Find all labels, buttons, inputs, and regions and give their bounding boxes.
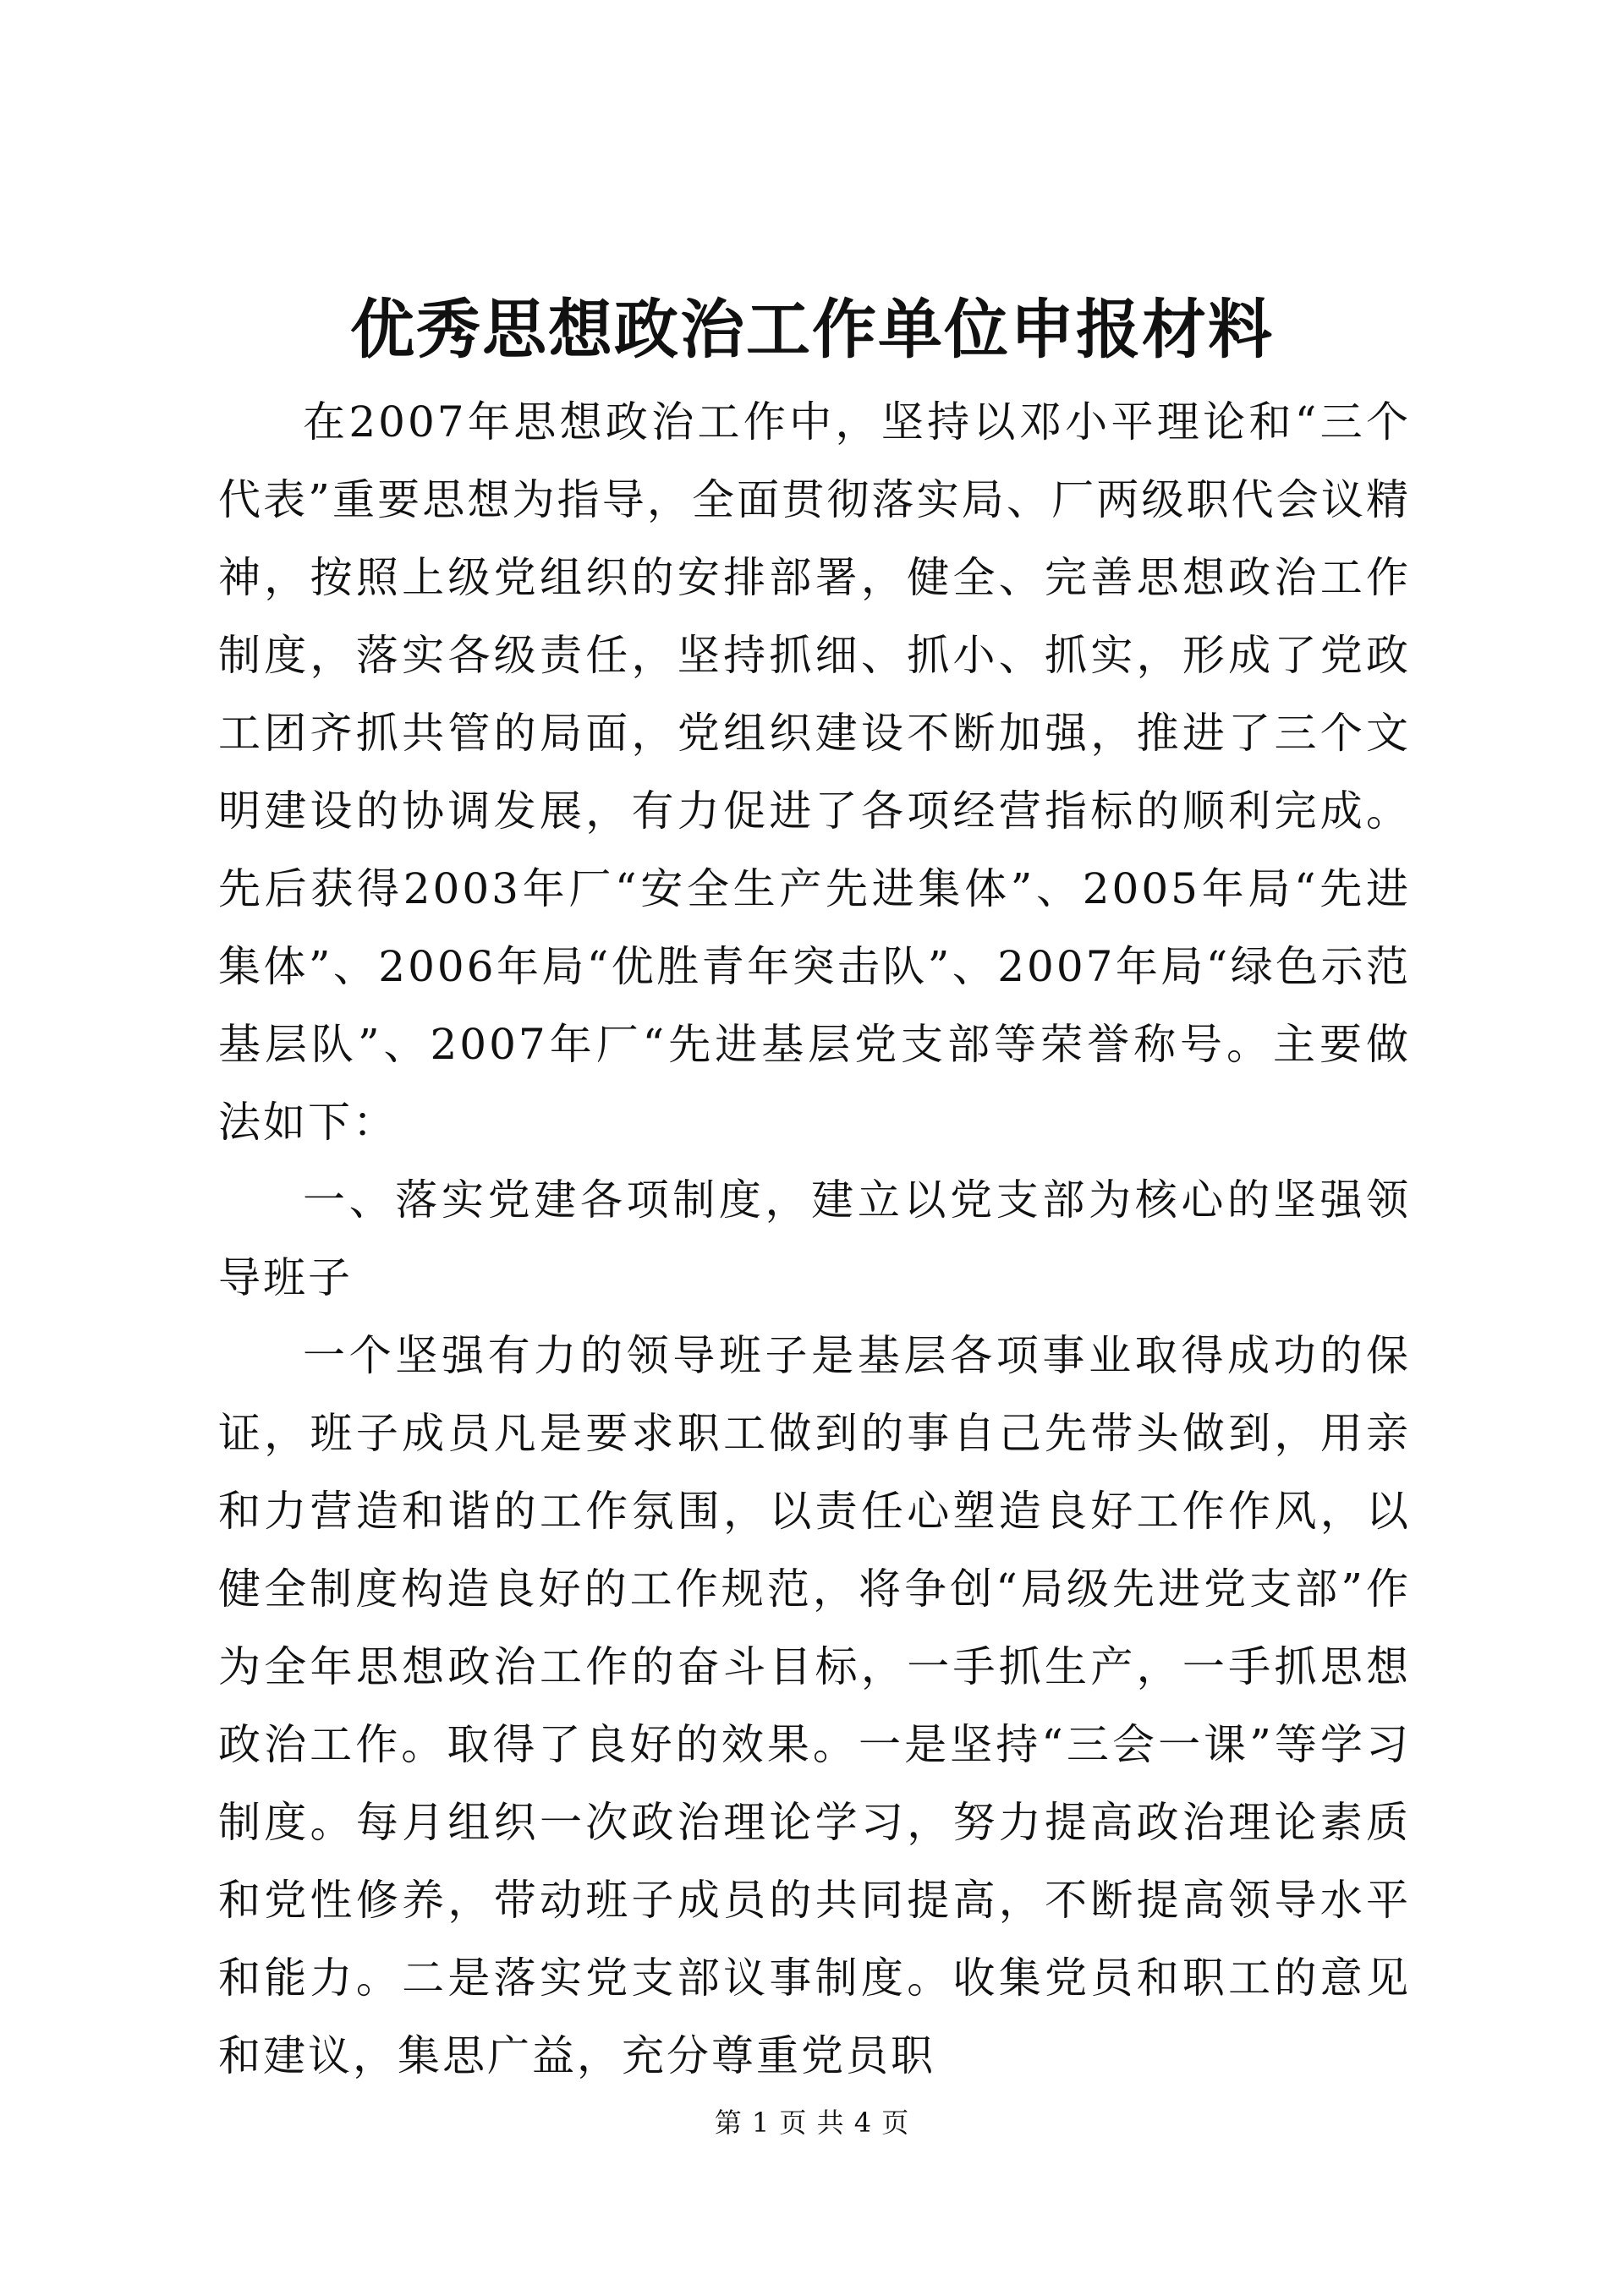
page-footer: 第 1 页 共 4 页 [714, 2107, 910, 2139]
section-1-paragraph: 一个坚强有力的领导班子是基层各项事业取得成功的保证，班子成员凡是要求职工做到的事自己先带头做到，用亲和力营造和谐的工作氛围，以责任心塑造良好工作作风，以健全制度构造良好的工作规范，将争创“局级先进党支部”作为全年思想政治工作的奋斗目标，一手抓生产，一手抓思想政治工作。取得了良好的效果。一是坚持“三会一课”等学习制度。每月组织一次政治理论学习，努力提高政治理论素质和党性修养，带动班子成员的共同提高，不断提高领导水平和能力。二是落实党支部议事制度。收集党员和职工的意见和建议，集思广益，充分尊重党员职 [218, 1331, 1411, 2080]
section-heading-1: 一、落实党建各项制度，建立以党支部为核心的坚强领导班子 [218, 1175, 1411, 1302]
intro-paragraph: 在2007年思想政治工作中，坚持以邓小平理论和“三个代表”重要思想为指导，全面贯彻落实局、厂两级职代会议精神，按照上级党组织的安排部署，健全、完善思想政治工作制度，落实各级责任，坚持抓细、抓小、抓实，形成了党政工团齐抓共管的局面，党组织建设不断加强，推进了三个文明建设的协调发展，有力促进了各项经营指标的顺利完成。先后获得2003年厂“安全生产先进集体”、2005年局“先进集体”、2006年局“优胜青年突击队”、2007年局“绿色示范基层队”、2007年厂“先进基层党支部等荣誉称号。主要做法如下： [218, 397, 1411, 1147]
document-body [218, 383, 1411, 2095]
document-title: 优秀思想政治工作单位申报材料 [350, 292, 1274, 367]
